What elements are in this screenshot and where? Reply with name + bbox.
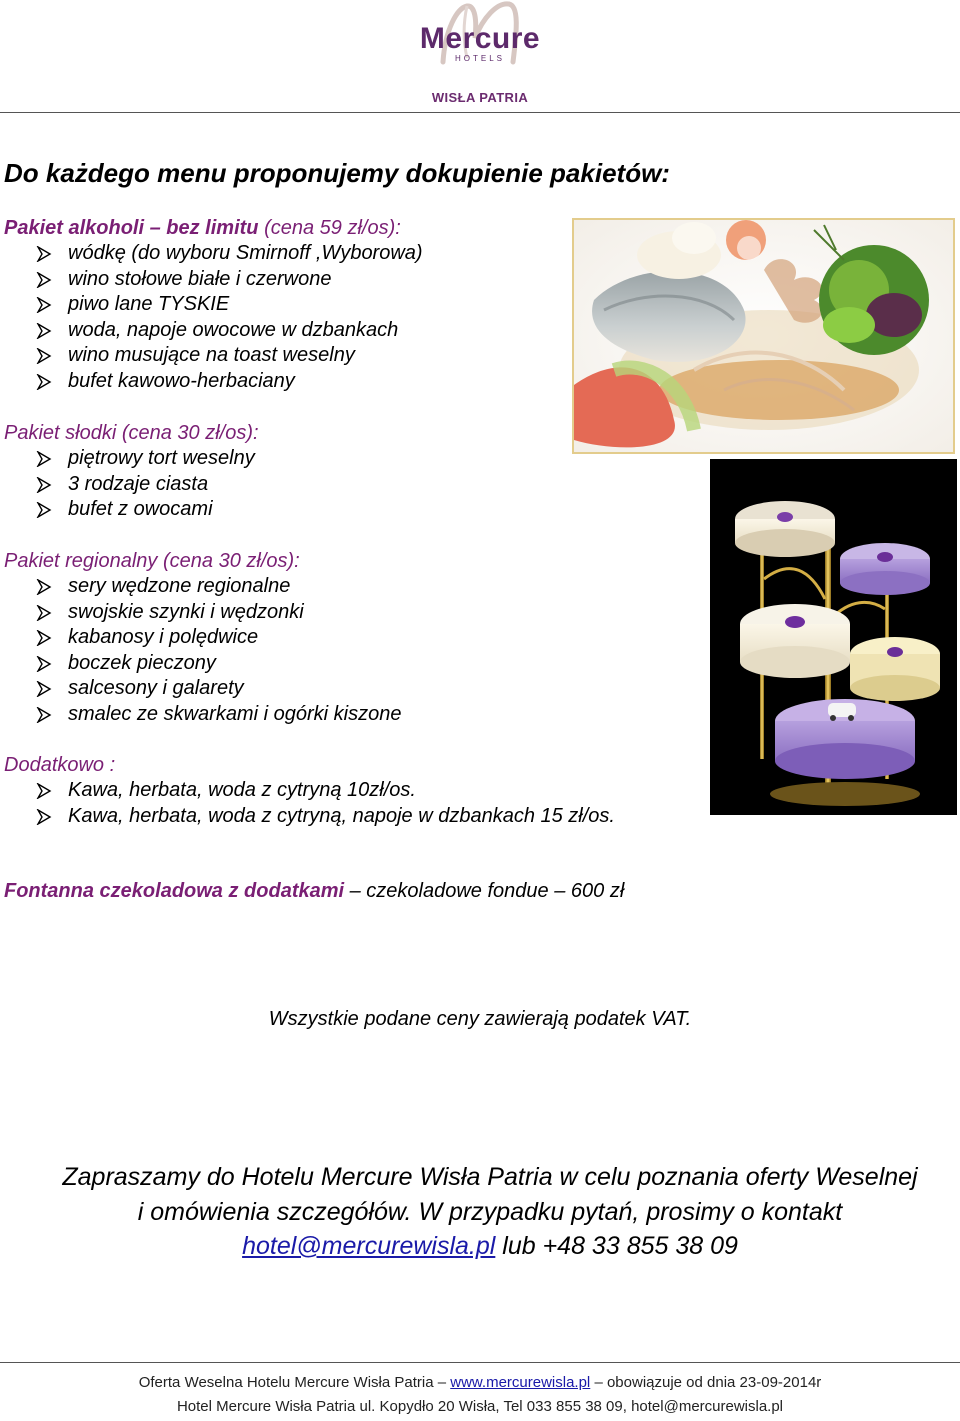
list-item: kabanosy i polędwice	[36, 625, 401, 651]
hotel-logo	[0, 0, 960, 112]
arrow-bullet-icon	[36, 579, 52, 595]
arrow-bullet-icon	[36, 323, 52, 339]
list-item: 3 rodzaje ciasta	[36, 472, 255, 498]
section-heading-regional	[4, 550, 300, 573]
footer-divider	[0, 1362, 960, 1363]
arrow-bullet-icon	[36, 809, 52, 825]
list-item: piwo lane TYSKIE	[36, 292, 423, 318]
list-item: bufet kawowo-herbaciany	[36, 369, 423, 395]
herring-dish-illustration	[574, 220, 953, 452]
arrow-bullet-icon	[36, 246, 52, 262]
vat-note: Wszystkie podane ceny zawierają podatek VAT.	[268, 1008, 692, 1030]
list-item: wódkę (do wyboru Smirnoff ,Wyborowa)	[36, 241, 423, 267]
arrow-bullet-icon	[36, 348, 52, 364]
arrow-bullet-icon	[36, 374, 52, 390]
list-item: sery wędzone regionalne	[36, 574, 401, 600]
footer-offer-text: Oferta Weselna Hotelu Mercure Wisła Patria –	[138, 1374, 451, 1391]
section-heading-alcohol	[4, 217, 401, 240]
email-link[interactable]: hotel@mercurewisla.pl	[242, 1232, 496, 1260]
invitation-text	[0, 1160, 960, 1264]
alcohol-package-list	[36, 241, 423, 395]
section-price: (cena 30 zł/os):	[121, 422, 259, 444]
arrow-bullet-icon	[36, 477, 52, 493]
fountain-lead: Fontanna czekoladowa z dodatkami	[4, 880, 345, 902]
wedding-cake-photo	[710, 459, 957, 815]
page-title: Do każdego menu proponujemy dokupienie pakietów:	[4, 158, 670, 188]
arrow-bullet-icon	[36, 451, 52, 467]
header-divider	[0, 112, 960, 113]
list-item: wino stołowe białe i czerwone	[36, 267, 423, 293]
section-heading-sweet	[4, 422, 259, 445]
section-price: (cena 30 zł/os):	[163, 550, 300, 572]
fountain-details: – czekoladowe fondue – 600 zł	[344, 880, 625, 902]
section-heading-extras	[4, 754, 115, 777]
herring-dish-photo	[572, 218, 955, 454]
arrow-bullet-icon	[36, 656, 52, 672]
section-name: Dodatkowo :	[4, 754, 116, 776]
arrow-bullet-icon	[36, 272, 52, 288]
arrow-bullet-icon	[36, 502, 52, 518]
footer-validity: – obowiązuje od dnia 23-09-2014r	[590, 1374, 822, 1391]
regional-package-list	[36, 574, 401, 728]
invitation-line-2: i omówienia szczegółów. W przypadku pytań, prosimy o kontakt	[137, 1197, 843, 1226]
arrow-bullet-icon	[36, 605, 52, 621]
list-item: smalec ze skwarkami i ogórki kiszone	[36, 702, 401, 728]
section-price: (cena 59 zł/os):	[264, 217, 401, 239]
invitation-line-1: Zapraszamy do Hotelu Mercure Wisła Patria w celu poznania oferty Weselnej	[62, 1163, 918, 1191]
chocolate-fountain-offer	[4, 880, 624, 903]
list-item: Kawa, herbata, woda z cytryną 10zł/os.	[36, 778, 615, 804]
list-item: boczek pieczony	[36, 651, 401, 677]
arrow-bullet-icon	[36, 707, 52, 723]
invitation-contact	[0, 1229, 960, 1264]
extras-list	[36, 778, 615, 829]
section-name: Pakiet alkoholi – bez limitu	[4, 217, 259, 239]
arrow-bullet-icon	[36, 681, 52, 697]
hotel-location: WISŁA PATRIA	[431, 90, 529, 105]
tiered-cake-illustration	[710, 459, 957, 815]
sweet-package-list	[36, 446, 255, 523]
section-name: Pakiet regionalny	[4, 550, 158, 572]
footer-line-2: Hotel Mercure Wisła Patria ul. Kopydło 20 Wisła, Tel 033 855 38 09, hotel@mercurewisla.pl	[176, 1398, 784, 1415]
phone-number: lub +48 33 855 38 09	[495, 1232, 738, 1260]
list-item: woda, napoje owocowe w dzbankach	[36, 318, 423, 344]
section-name: Pakiet słodki	[4, 422, 117, 444]
brand-subtitle: HOTELS	[454, 54, 505, 63]
list-item: salcesony i galarety	[36, 676, 401, 702]
list-item: wino musujące na toast weselny	[36, 343, 423, 369]
list-item: piętrowy tort weselny	[36, 446, 255, 472]
list-item: Kawa, herbata, woda z cytryną, napoje w dzbankach 15 zł/os.	[36, 804, 615, 830]
website-link[interactable]: www.mercurewisla.pl	[450, 1374, 591, 1391]
arrow-bullet-icon	[36, 630, 52, 646]
list-item: bufet z owocami	[36, 497, 255, 523]
brand-name: Mercure	[419, 22, 541, 55]
footer-line-1	[0, 1374, 960, 1391]
list-item: swojskie szynki i wędzonki	[36, 600, 401, 626]
arrow-bullet-icon	[36, 783, 52, 799]
arrow-bullet-icon	[36, 297, 52, 313]
